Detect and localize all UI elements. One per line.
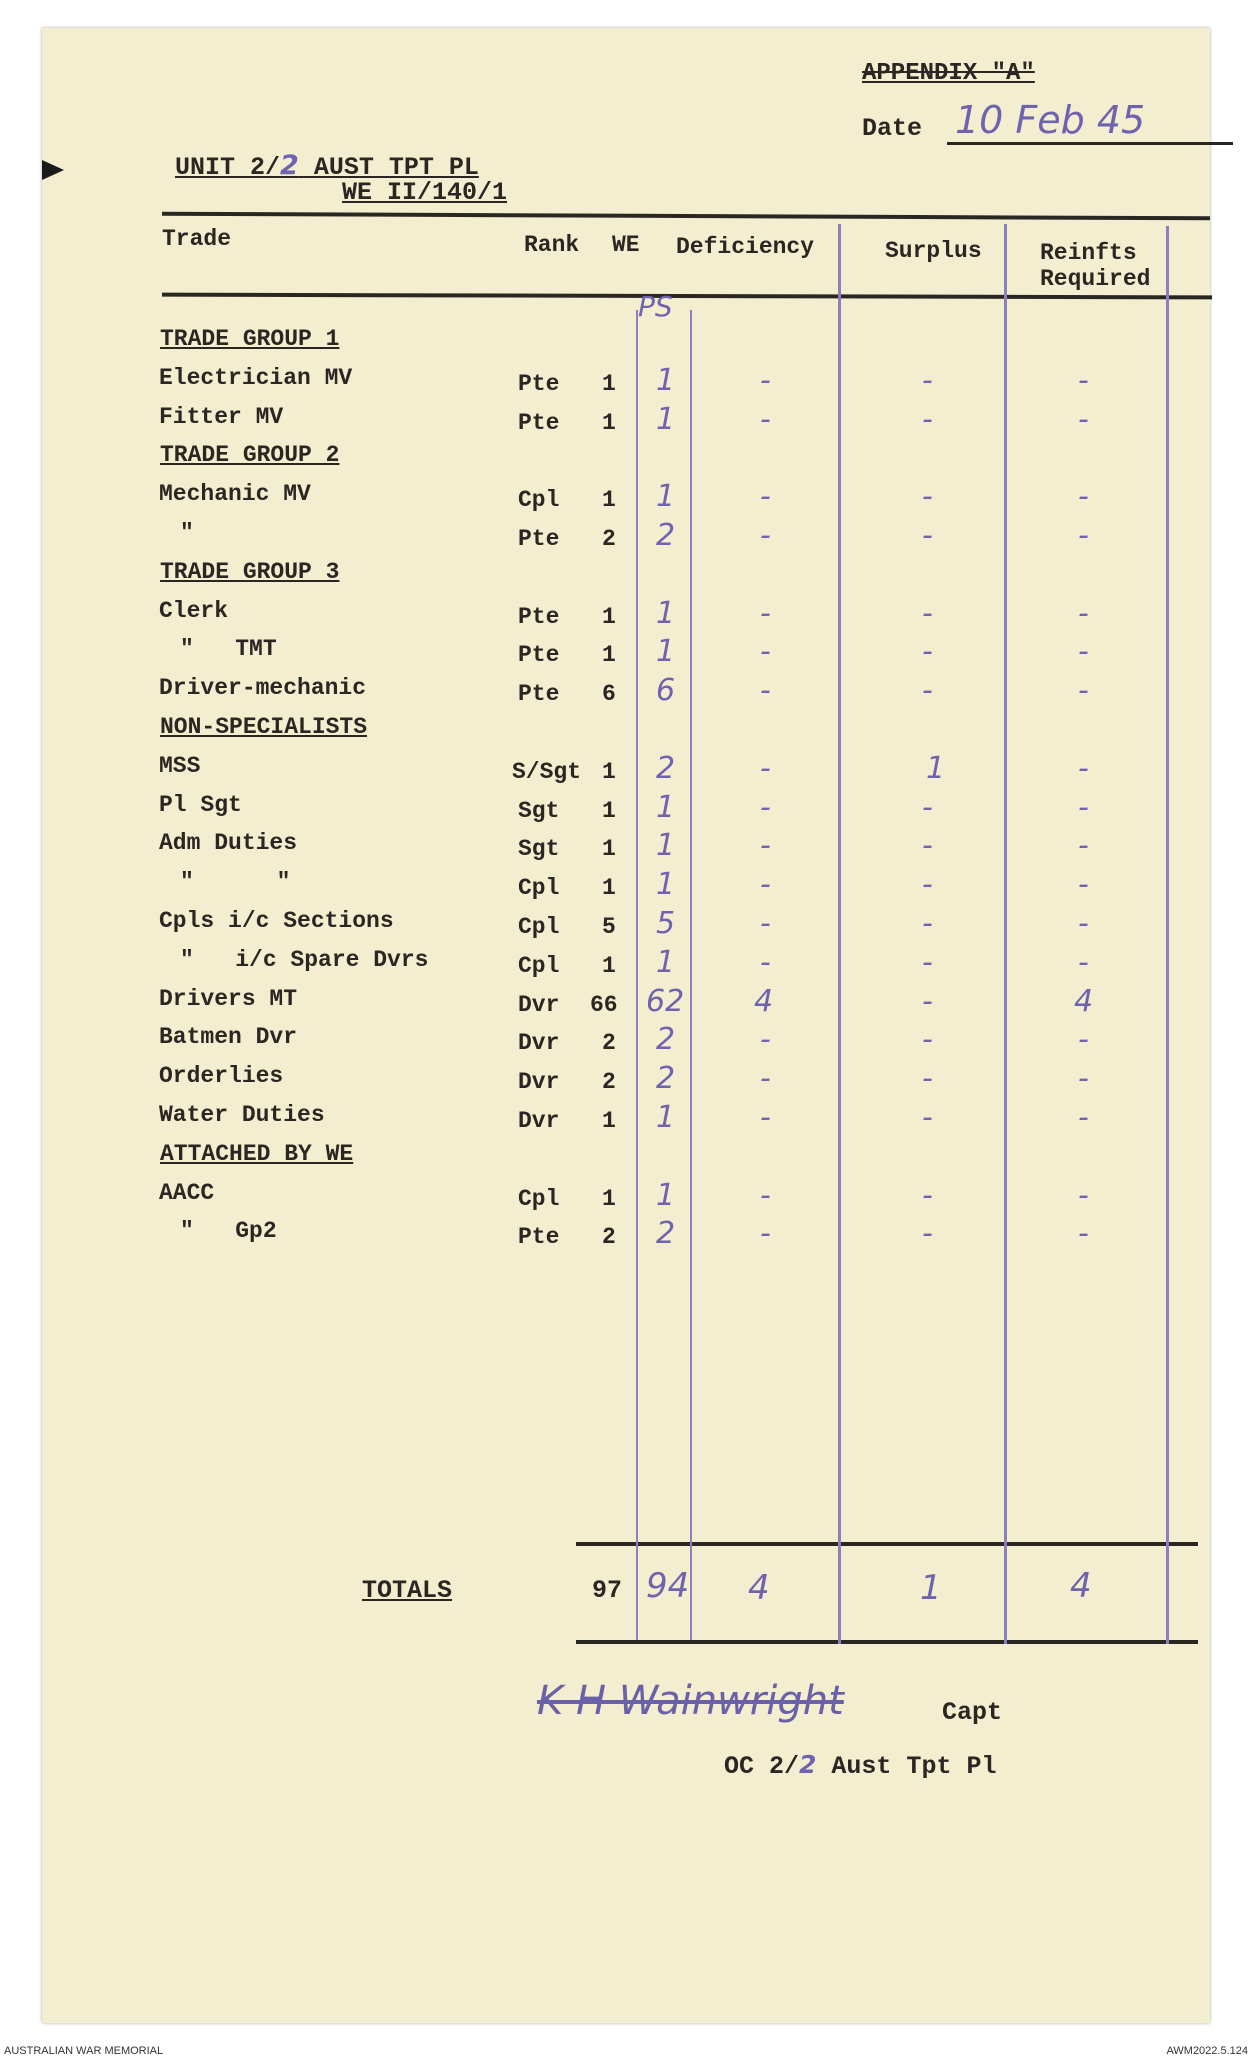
column-divider-reinfts bbox=[1166, 226, 1169, 1644]
footer-right: AWM2022.5.124 bbox=[1166, 2045, 1248, 2057]
surplus-cell: - bbox=[922, 790, 933, 825]
trade-name: Water Duties bbox=[159, 1102, 325, 1128]
unit-name: AUST TPT PL bbox=[298, 153, 479, 182]
reinfts-cell: - bbox=[1078, 906, 1089, 941]
column-divider-surplus bbox=[1004, 224, 1007, 1644]
rank-cell: Pte bbox=[518, 1224, 560, 1250]
signature-rank: Capt bbox=[942, 1698, 1003, 1727]
ps-cell: 1 bbox=[656, 363, 676, 398]
footer-left: AUSTRALIAN WAR MEMORIAL bbox=[4, 2045, 164, 2057]
reinfts-cell: - bbox=[1078, 634, 1089, 669]
trade-name: " bbox=[180, 520, 194, 546]
ps-cell: 2 bbox=[656, 1022, 676, 1057]
rank-cell: Pte bbox=[518, 604, 560, 630]
rank-cell: Cpl bbox=[518, 914, 560, 940]
deficiency-cell: - bbox=[760, 596, 771, 631]
ps-column-label: PS bbox=[638, 290, 673, 323]
ps-cell: 1 bbox=[656, 479, 676, 514]
header-top-rule bbox=[162, 212, 1210, 221]
trade-name: Cpls i/c Sections bbox=[159, 908, 394, 934]
rank-cell: Sgt bbox=[518, 836, 560, 862]
we-cell: 1 bbox=[602, 487, 616, 513]
trade-name: Clerk bbox=[159, 598, 229, 624]
surplus-cell: - bbox=[922, 634, 933, 669]
trade-name: Driver-mechanic bbox=[159, 675, 367, 701]
group-heading: TRADE GROUP 2 bbox=[160, 442, 340, 468]
trade-name: Fitter MV bbox=[159, 404, 284, 430]
we-cell: 1 bbox=[602, 953, 616, 979]
ps-cell: 2 bbox=[656, 1061, 676, 1096]
column-divider-ps-left bbox=[636, 310, 638, 1640]
col-header-trade: Trade bbox=[162, 226, 232, 252]
rank-cell: Dvr bbox=[518, 992, 560, 1018]
rank-cell: S/Sgt bbox=[512, 759, 582, 785]
we-cell: 1 bbox=[602, 875, 616, 901]
deficiency-cell: - bbox=[760, 1022, 771, 1057]
rank-cell: Pte bbox=[518, 526, 560, 552]
header-bottom-rule bbox=[162, 293, 1212, 300]
we-cell: 1 bbox=[602, 798, 616, 824]
trade-name: Drivers MT bbox=[159, 986, 298, 1012]
ps-cell: 62 bbox=[646, 984, 685, 1019]
trade-name: AACC bbox=[159, 1180, 215, 1206]
unit-number-hand: 2 bbox=[280, 150, 299, 181]
signature-title-prefix: OC 2/ bbox=[724, 1752, 800, 1781]
col-header-reinfts: Reinfts bbox=[1040, 240, 1137, 266]
rank-cell: Cpl bbox=[518, 487, 560, 513]
trade-name: " TMT bbox=[180, 636, 277, 662]
col-header-surplus: Surplus bbox=[885, 238, 982, 264]
ps-cell: 6 bbox=[656, 673, 676, 708]
rank-cell: Dvr bbox=[518, 1108, 560, 1134]
surplus-cell: - bbox=[922, 1022, 933, 1057]
unit-label: UNIT 2/ bbox=[175, 153, 281, 182]
deficiency-cell: - bbox=[760, 363, 771, 398]
rank-cell: Cpl bbox=[518, 1186, 560, 1212]
deficiency-cell: - bbox=[760, 790, 771, 825]
signature-title-rest: Aust Tpt Pl bbox=[816, 1752, 997, 1781]
trade-name: MSS bbox=[159, 753, 201, 779]
ps-cell: 1 bbox=[656, 1178, 676, 1213]
totals-top-rule bbox=[576, 1542, 1198, 1546]
rank-cell: Dvr bbox=[518, 1030, 560, 1056]
we-cell: 6 bbox=[602, 681, 616, 707]
reinfts-cell: - bbox=[1078, 402, 1089, 437]
reinfts-cell: - bbox=[1078, 1216, 1089, 1251]
ps-cell: 1 bbox=[656, 634, 676, 669]
we-cell: 1 bbox=[602, 759, 616, 785]
we-cell: 1 bbox=[602, 642, 616, 668]
deficiency-cell: - bbox=[760, 634, 771, 669]
reinfts-cell: - bbox=[1078, 867, 1089, 902]
rank-cell: Cpl bbox=[518, 953, 560, 979]
we-cell: 1 bbox=[602, 410, 616, 436]
we-cell: 1 bbox=[602, 371, 616, 397]
we-cell: 2 bbox=[602, 526, 616, 552]
reinfts-cell: - bbox=[1078, 790, 1089, 825]
group-heading: TRADE GROUP 3 bbox=[160, 559, 340, 585]
rank-cell: Pte bbox=[518, 410, 560, 436]
trade-name: " Gp2 bbox=[180, 1218, 277, 1244]
deficiency-cell: - bbox=[760, 867, 771, 902]
reinfts-cell: - bbox=[1078, 1022, 1089, 1057]
ps-cell: 2 bbox=[656, 751, 676, 786]
trade-name: " " bbox=[180, 869, 291, 895]
rank-cell: Dvr bbox=[518, 1069, 560, 1095]
col-header-we: WE bbox=[612, 232, 640, 258]
ps-cell: 1 bbox=[656, 402, 676, 437]
ps-cell: 1 bbox=[656, 945, 676, 980]
we-cell: 66 bbox=[590, 992, 618, 1018]
surplus-cell: - bbox=[922, 867, 933, 902]
totals-deficiency: 4 bbox=[748, 1568, 770, 1608]
totals-surplus: 1 bbox=[920, 1568, 942, 1608]
trade-name: Orderlies bbox=[159, 1063, 284, 1089]
document-page bbox=[42, 28, 1210, 2023]
date-value: 10 Feb 45 bbox=[947, 98, 1233, 145]
date-label: Date bbox=[862, 114, 923, 143]
deficiency-cell: - bbox=[760, 1061, 771, 1096]
deficiency-cell: - bbox=[760, 518, 771, 553]
surplus-cell: - bbox=[922, 828, 933, 863]
deficiency-cell: - bbox=[760, 1100, 771, 1135]
reinfts-cell: - bbox=[1078, 945, 1089, 980]
surplus-cell: - bbox=[922, 1100, 933, 1135]
surplus-cell: 1 bbox=[926, 751, 946, 786]
ps-cell: 1 bbox=[656, 790, 676, 825]
ps-cell: 1 bbox=[656, 596, 676, 631]
totals-label: TOTALS bbox=[362, 1576, 453, 1605]
group-heading: NON-SPECIALISTS bbox=[160, 714, 368, 740]
deficiency-cell: - bbox=[760, 479, 771, 514]
reinfts-cell: - bbox=[1078, 673, 1089, 708]
surplus-cell: - bbox=[922, 363, 933, 398]
deficiency-cell: - bbox=[760, 673, 771, 708]
black-margin-mark bbox=[42, 160, 64, 180]
surplus-cell: - bbox=[922, 673, 933, 708]
ps-cell: 1 bbox=[656, 828, 676, 863]
deficiency-cell: - bbox=[760, 751, 771, 786]
ps-cell: 2 bbox=[656, 1216, 676, 1251]
surplus-cell: - bbox=[922, 1216, 933, 1251]
trade-name: Mechanic MV bbox=[159, 481, 311, 507]
reinfts-cell: - bbox=[1078, 1178, 1089, 1213]
we-cell: 2 bbox=[602, 1069, 616, 1095]
rank-cell: Sgt bbox=[518, 798, 560, 824]
deficiency-cell: - bbox=[760, 1178, 771, 1213]
appendix-stamp: APPENDIX "A" bbox=[862, 60, 1035, 87]
trade-name: " i/c Spare Dvrs bbox=[180, 947, 429, 973]
we-cell: 2 bbox=[602, 1224, 616, 1250]
deficiency-cell: - bbox=[760, 945, 771, 980]
signature-title-hand: 2 bbox=[799, 1750, 817, 1779]
column-divider-ps-right bbox=[690, 310, 692, 1640]
surplus-cell: - bbox=[922, 1061, 933, 1096]
rank-cell: Pte bbox=[518, 371, 560, 397]
ps-cell: 2 bbox=[656, 518, 676, 553]
totals-we: 97 bbox=[592, 1576, 623, 1605]
group-heading: ATTACHED BY WE bbox=[160, 1141, 354, 1167]
reinfts-cell: - bbox=[1078, 828, 1089, 863]
totals-ps: 94 bbox=[646, 1566, 690, 1606]
we-cell: 1 bbox=[602, 1186, 616, 1212]
surplus-cell: - bbox=[922, 479, 933, 514]
we-cell: 1 bbox=[602, 1108, 616, 1134]
group-heading: TRADE GROUP 1 bbox=[160, 326, 340, 352]
surplus-cell: - bbox=[922, 906, 933, 941]
reinfts-cell: - bbox=[1078, 596, 1089, 631]
rank-cell: Cpl bbox=[518, 875, 560, 901]
ps-cell: 5 bbox=[656, 906, 676, 941]
deficiency-cell: - bbox=[760, 906, 771, 941]
signature-scrawl: K H Wainwright bbox=[537, 1678, 844, 1724]
we-cell: 1 bbox=[602, 604, 616, 630]
reinfts-cell: - bbox=[1078, 363, 1089, 398]
column-divider-deficiency bbox=[838, 224, 841, 1644]
totals-reinfts: 4 bbox=[1070, 1566, 1092, 1606]
trade-name: Pl Sgt bbox=[159, 792, 242, 818]
reinfts-cell: - bbox=[1078, 1061, 1089, 1096]
ps-cell: 1 bbox=[656, 1100, 676, 1135]
rank-cell: Pte bbox=[518, 642, 560, 668]
rank-cell: Pte bbox=[518, 681, 560, 707]
surplus-cell: - bbox=[922, 945, 933, 980]
we-cell: 2 bbox=[602, 1030, 616, 1056]
trade-name: Electrician MV bbox=[159, 365, 353, 391]
totals-bottom-rule bbox=[576, 1640, 1198, 1644]
col-header-required: Required bbox=[1040, 266, 1151, 292]
reinfts-cell: 4 bbox=[1074, 984, 1094, 1019]
reinfts-cell: - bbox=[1078, 751, 1089, 786]
we-reference: WE II/140/1 bbox=[342, 178, 508, 207]
trade-name: Batmen Dvr bbox=[159, 1024, 298, 1050]
we-cell: 5 bbox=[602, 914, 616, 940]
deficiency-cell: 4 bbox=[754, 984, 774, 1019]
reinfts-cell: - bbox=[1078, 479, 1089, 514]
trade-name: Adm Duties bbox=[159, 830, 298, 856]
we-cell: 1 bbox=[602, 836, 616, 862]
deficiency-cell: - bbox=[760, 1216, 771, 1251]
reinfts-cell: - bbox=[1078, 518, 1089, 553]
col-header-rank: Rank bbox=[524, 232, 580, 258]
col-header-deficiency: Deficiency bbox=[676, 234, 815, 260]
surplus-cell: - bbox=[922, 518, 933, 553]
deficiency-cell: - bbox=[760, 828, 771, 863]
surplus-cell: - bbox=[922, 984, 933, 1019]
ps-cell: 1 bbox=[656, 867, 676, 902]
surplus-cell: - bbox=[922, 1178, 933, 1213]
deficiency-cell: - bbox=[760, 402, 771, 437]
reinfts-cell: - bbox=[1078, 1100, 1089, 1135]
signature-title bbox=[724, 1750, 996, 1781]
surplus-cell: - bbox=[922, 596, 933, 631]
surplus-cell: - bbox=[922, 402, 933, 437]
